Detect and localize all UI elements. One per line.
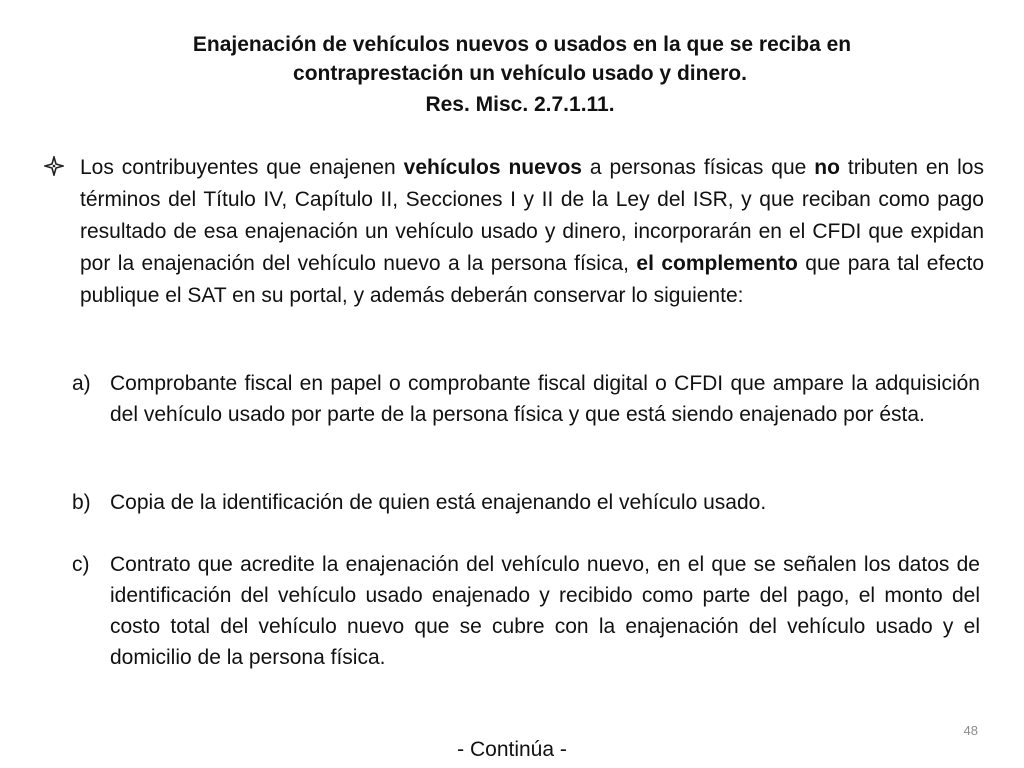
list-item-text: Comprobante fiscal en papel o comprobante fiscal digital o CFDI que ampare la adquisición del vehículo usado por parte de la persona física y que está siendo enajenado por ésta. — [110, 372, 980, 426]
slide-title-reference: Res. Misc. 2.7.1.11. — [425, 93, 615, 116]
list-item-c — [72, 549, 980, 673]
main-paragraph — [80, 152, 984, 312]
paragraph-text: tributen en los términos del Título IV, Capítulo II, Secciones I y II de la Ley del ISR, y que reciban como pago resultado de esa enajenación un vehículo usado y dinero, incorporarán en el CFDI que expidan por la enajenación del vehículo nuevo a la persona física, — [80, 156, 984, 275]
paragraph-emphasis: vehículos nuevos — [403, 156, 582, 179]
diamond-bullet-icon — [44, 156, 64, 176]
list-item-letter: b) — [72, 491, 91, 514]
continues-label: - Continúa - — [457, 738, 567, 761]
paragraph-text: que para tal efecto publique el SAT en su portal, y además deberán conservar lo siguiente: — [80, 252, 984, 307]
list-item-text: Copia de la identificación de quien está enajenando el vehículo usado. — [110, 491, 767, 514]
list-item-letter: a) — [72, 372, 91, 395]
page-number: 48 — [963, 723, 978, 738]
list-item-letter: c) — [72, 553, 90, 576]
paragraph-text: a personas físicas que — [581, 156, 815, 179]
list-item-text: Contrato que acredite la enajenación del vehículo nuevo, en el que se señalen los datos de identificación del vehículo usado enajenado y recibido como parte del pago, el monto del costo total del vehículo nuevo que se cubre con la enajenación del vehículo usado y el domicilio de la persona física. — [110, 553, 980, 669]
paragraph-text: Los contribuyentes que enajenen — [80, 156, 404, 179]
paragraph-emphasis: el complemento — [636, 252, 798, 275]
list-item-b — [72, 487, 980, 518]
main-bullet — [44, 152, 984, 312]
list-item-a — [72, 368, 980, 430]
slide-title-line-2: contraprestación un vehículo usado y dinero. — [293, 62, 747, 85]
paragraph-emphasis: no — [814, 156, 840, 179]
slide-title-line-1: Enajenación de vehículos nuevos o usados en la que se reciba en — [192, 33, 852, 56]
